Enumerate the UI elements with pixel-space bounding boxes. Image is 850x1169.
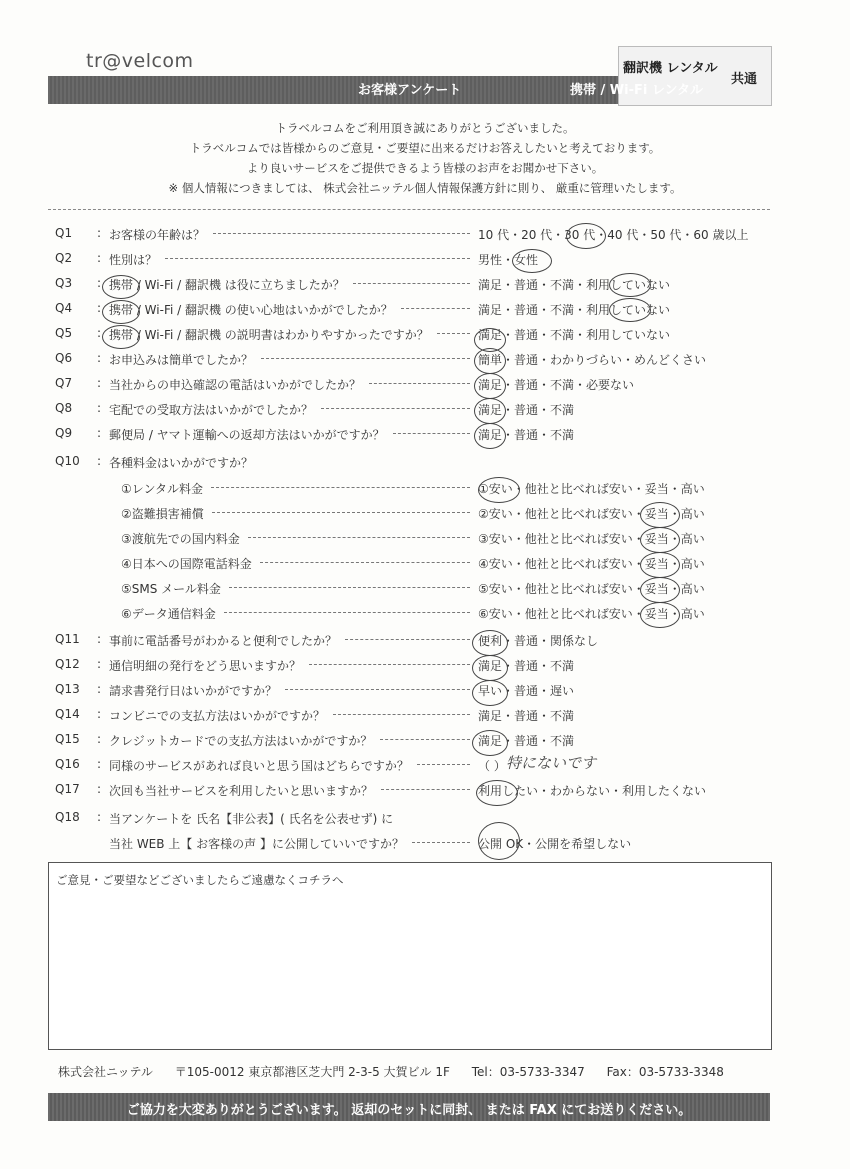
question-number: Q1 <box>55 226 73 240</box>
question-row <box>55 732 805 754</box>
intro-line: トラベルコムでは皆様からのご意見・ご要望に出来るだけお答えしたいと考えております。 <box>189 141 661 155</box>
tab-line-mobile: 携帯 / Wi-Fi レンタル <box>570 83 704 98</box>
leader-line <box>417 764 470 765</box>
answer-options[interactable]: 満足・普通・不満・必要ない <box>478 378 635 392</box>
tab-line-translator: 翻訳機 レンタル <box>623 61 718 76</box>
question-text: 郵便局 / ヤマト運輸への返却方法はいかがですか？ <box>109 428 385 442</box>
question-text: お申込みは簡単でしたか？ <box>109 353 254 367</box>
selection-circle <box>478 477 520 503</box>
question-text: 次回も当社サービスを利用したいと思いますか？ <box>109 784 374 798</box>
question-text: クレジットカードでの支払方法はいかがですか？ <box>109 734 373 748</box>
leader-line <box>285 689 470 690</box>
question-text: ⑥データ通信料金 <box>121 607 216 621</box>
question-number: Q9 <box>55 426 73 440</box>
selection-circle <box>474 398 506 424</box>
question-text: 同様のサービスがあれば良いと思う国はどちらですか？ <box>109 759 409 773</box>
leader-line <box>412 842 470 843</box>
question-row <box>55 682 805 704</box>
leader-line <box>212 512 470 513</box>
company-address: 〒105-0012 東京都港区芝大門 2-3-5 大賀ビル 1F <box>174 1065 450 1079</box>
answer-options[interactable]: 男性・女性 <box>478 253 539 267</box>
company-fax: Fax：03-5733-3348 <box>606 1065 724 1079</box>
question-colon: : <box>97 657 102 671</box>
selection-circle <box>640 602 680 628</box>
question-row <box>55 505 805 527</box>
question-row <box>55 454 805 476</box>
answer-options[interactable]: ③安い・他社と比べれば安い・妥当・高い <box>478 532 705 546</box>
selection-circle <box>472 730 508 756</box>
question-text: コンビニでの支払方法はいかがですか？ <box>109 709 326 723</box>
leader-line <box>213 233 470 234</box>
question-row <box>55 480 805 502</box>
question-row <box>55 782 805 804</box>
question-colon: : <box>97 351 102 365</box>
question-number: Q4 <box>55 301 73 315</box>
answer-options[interactable]: （ ） <box>478 759 506 773</box>
leader-line <box>224 612 470 613</box>
answer-options[interactable]: 満足・普通・不満 <box>478 659 575 673</box>
answer-options[interactable]: 早い・普通・遅い <box>478 684 575 698</box>
question-row <box>55 426 805 448</box>
leader-line <box>369 383 470 384</box>
question-text: 通信明細の発行をどう思いますか？ <box>109 659 302 673</box>
question-text: 事前に電話番号がわかると便利でしたか？ <box>109 634 338 648</box>
company-info <box>58 1063 742 1080</box>
question-text: 各種料金はいかがですか？ <box>109 456 254 470</box>
answer-options[interactable]: 公開 OK・公開を希望しない <box>478 837 632 851</box>
question-number: Q7 <box>55 376 73 390</box>
question-number: Q11 <box>55 632 80 646</box>
selection-circle <box>640 552 680 578</box>
question-row <box>55 555 805 577</box>
intro-line: トラベルコムをご利用頂き誠にありがとうございました。 <box>275 121 575 135</box>
question-text: ②盗難損害補償 <box>121 507 204 521</box>
question-colon: : <box>97 454 102 468</box>
question-row <box>55 301 805 323</box>
leader-line <box>333 714 470 715</box>
answer-options[interactable]: 10 代・20 代・30 代・40 代・50 代・60 歳以上 <box>478 228 749 242</box>
question-text: 当社からの申込確認の電話はいかがでしたか？ <box>109 378 362 392</box>
leader-line <box>211 487 470 488</box>
answer-options[interactable]: 満足・普通・不満 <box>478 428 575 442</box>
comment-label: ご意見・ご要望などございましたらご遠慮なくコチラへ <box>56 873 344 887</box>
leader-line <box>345 639 470 640</box>
selection-circle <box>472 630 508 656</box>
leader-line <box>260 562 470 563</box>
leader-line <box>261 358 470 359</box>
selection-circle <box>512 249 552 273</box>
question-number: Q18 <box>55 810 80 824</box>
company-tel: Tel：03-5733-3347 <box>471 1065 585 1079</box>
intro-line: ※ 個人情報につきましては、 株式会社ニッテル個人情報保護方針に則り、 厳重に管理いたします。 <box>168 181 682 195</box>
question-text: 当アンケートを 氏名【非公表】( 氏名を公表せず) に <box>109 812 394 826</box>
selection-circle <box>102 325 140 349</box>
comment-box[interactable] <box>48 862 772 1050</box>
question-number: Q6 <box>55 351 73 365</box>
question-colon: : <box>97 632 102 646</box>
question-number: Q3 <box>55 276 73 290</box>
answer-options[interactable]: 満足・普通・不満 <box>478 709 575 723</box>
answer-options[interactable]: 利用したい・わからない・利用したくない <box>478 784 707 798</box>
question-row <box>55 530 805 552</box>
answer-options[interactable]: ②安い・他社と比べれば安い・妥当・高い <box>478 507 705 521</box>
question-colon: : <box>97 426 102 440</box>
selection-circle <box>476 780 518 806</box>
question-row <box>55 810 805 832</box>
question-row <box>55 657 805 679</box>
answer-options[interactable]: ①安い・他社と比べれば安い・妥当・高い <box>478 482 705 496</box>
question-row <box>55 226 805 248</box>
selection-circle <box>609 298 651 322</box>
question-colon: : <box>97 376 102 390</box>
selection-circle <box>478 822 520 860</box>
question-number: Q14 <box>55 707 80 721</box>
question-text: ③渡航先での国内料金 <box>121 532 240 546</box>
question-colon: : <box>97 757 102 771</box>
selection-circle <box>102 275 140 299</box>
question-text: 宅配での受取方法はいかがでしたか？ <box>109 403 314 417</box>
footer-thanks: ご協力を大変ありがとうございます。 返却のセットに同封、 または FAX にてお送りください。 <box>126 1103 692 1118</box>
question-colon: : <box>97 782 102 796</box>
leader-line <box>309 664 470 665</box>
answer-options[interactable]: ⑤安い・他社と比べれば安い・妥当・高い <box>478 582 705 596</box>
question-number: Q16 <box>55 757 80 771</box>
question-text: 当社 WEB 上【 お客様の声 】に公開していいですか？ <box>109 837 404 851</box>
q16-handwritten-answer: 特にないです <box>506 754 597 772</box>
question-row <box>55 401 805 423</box>
answer-options[interactable]: ④安い・他社と比べれば安い・妥当・高い <box>478 557 705 571</box>
question-row <box>55 276 805 298</box>
question-text: ⑤SMS メール料金 <box>121 582 221 596</box>
answer-options[interactable]: 満足・普通・不満・利用していない <box>478 303 671 317</box>
leader-line <box>165 258 470 259</box>
question-row <box>55 605 805 627</box>
question-colon: : <box>97 732 102 746</box>
leader-line <box>380 739 470 740</box>
question-row <box>55 580 805 602</box>
question-colon: : <box>97 276 102 290</box>
selection-circle <box>640 502 680 528</box>
question-text: ④日本への国際電話料金 <box>121 557 252 571</box>
question-colon: : <box>97 810 102 824</box>
question-number: Q17 <box>55 782 80 796</box>
answer-options[interactable]: 満足・普通・不満・利用していない <box>478 278 671 292</box>
survey-title: お客様アンケート <box>358 83 462 98</box>
question-text: 性別は？ <box>109 253 158 267</box>
question-number: Q12 <box>55 657 80 671</box>
question-row <box>55 757 805 779</box>
selection-circle <box>474 423 506 449</box>
selection-circle <box>102 300 140 324</box>
question-number: Q5 <box>55 326 73 340</box>
question-colon: : <box>97 301 102 315</box>
question-row <box>55 376 805 398</box>
question-colon: : <box>97 251 102 265</box>
question-number: Q2 <box>55 251 73 265</box>
answer-options[interactable]: 満足・普通・不満・利用していない <box>478 328 671 342</box>
selection-circle <box>474 373 506 399</box>
company-name: 株式会社ニッテル <box>58 1065 153 1079</box>
question-text: 請求書発行日はいかがですか？ <box>109 684 278 698</box>
selection-circle <box>472 655 508 681</box>
intro-line: より良いサービスをご提供できるよう皆様のお声をお聞かせ下さい。 <box>246 161 604 175</box>
selection-circle <box>640 527 680 553</box>
question-text: 携帯 / Wi-Fi / 翻訳機 の説明書はわかりやすかったですか？ <box>109 328 429 342</box>
question-row <box>55 351 805 373</box>
leader-line <box>353 283 470 284</box>
question-colon: : <box>97 401 102 415</box>
selection-circle <box>474 348 506 374</box>
brand-logo: tr@velcom <box>86 50 194 72</box>
question-row <box>55 251 805 273</box>
question-colon: : <box>97 326 102 340</box>
question-colon: : <box>97 707 102 721</box>
leader-line <box>401 308 470 309</box>
question-number: Q15 <box>55 732 80 746</box>
question-number: Q13 <box>55 682 80 696</box>
question-row <box>55 835 805 857</box>
question-number: Q10 <box>55 454 80 468</box>
leader-line <box>381 789 470 790</box>
selection-circle <box>472 680 508 706</box>
answer-options[interactable]: 簡単・普通・わかりづらい・めんどくさい <box>478 353 707 367</box>
answer-options[interactable]: 満足・普通・不満 <box>478 734 575 748</box>
question-row <box>55 326 805 348</box>
question-row <box>55 632 805 654</box>
answer-options[interactable]: 満足・普通・不満 <box>478 403 575 417</box>
answer-options[interactable]: ⑥安い・他社と比べれば安い・妥当・高い <box>478 607 705 621</box>
question-text: 携帯 / Wi-Fi / 翻訳機 は役に立ちましたか？ <box>109 278 345 292</box>
selection-circle <box>566 223 606 249</box>
question-text: ①レンタル料金 <box>121 482 203 496</box>
question-text: お客様の年齢は？ <box>109 228 206 242</box>
leader-line <box>321 408 470 409</box>
question-row <box>55 707 805 729</box>
question-text: 携帯 / Wi-Fi / 翻訳機 の使い心地はいかがでしたか？ <box>109 303 393 317</box>
selection-circle <box>609 273 651 297</box>
leader-line <box>393 433 470 434</box>
leader-line <box>437 333 470 334</box>
answer-options[interactable]: 便利・普通・関係なし <box>478 634 599 648</box>
question-colon: : <box>97 682 102 696</box>
tab-shared-label: 共通 <box>731 72 758 87</box>
selection-circle <box>640 577 680 603</box>
leader-line <box>229 587 470 588</box>
intro-text <box>60 118 790 198</box>
question-number: Q8 <box>55 401 73 415</box>
leader-line <box>248 537 470 538</box>
divider <box>48 209 770 210</box>
question-colon: : <box>97 226 102 240</box>
